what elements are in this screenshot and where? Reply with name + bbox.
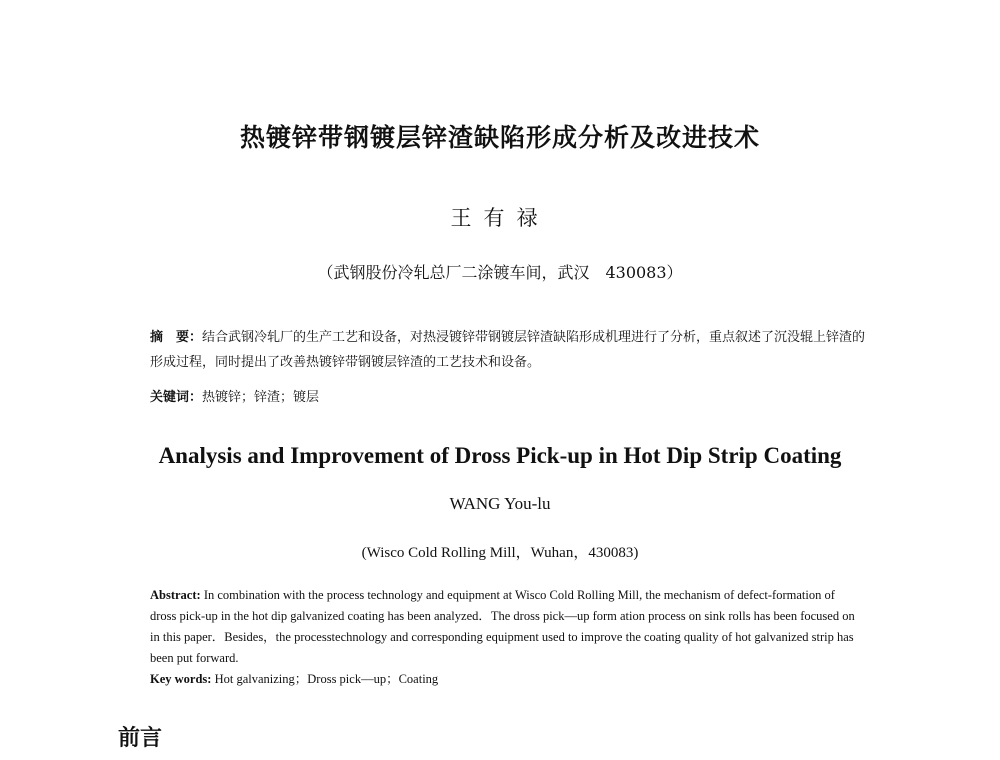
english-title: Analysis and Improvement of Dross Pick-up in Hot Dip Strip Coating — [158, 443, 842, 468]
english-affiliation: (Wisco Cold Rolling Mill，Wuhan，430083) — [361, 545, 639, 561]
chinese-keywords-label: 关键词： — [150, 390, 203, 405]
chinese-affiliation: （武钢股份冷轧总厂二涂镀车间，武汉 430083） — [317, 263, 683, 282]
chinese-abstract-label: 摘 要： — [150, 330, 203, 345]
english-keywords-label: Key words: — [150, 672, 212, 686]
english-author: WANG You-lu — [449, 494, 551, 513]
chinese-title: 热镀锌带钢镀层锌渣缺陷形成分析及改进技术 — [239, 123, 760, 152]
english-abstract — [150, 585, 860, 669]
chinese-keywords-text: 热镀锌；锌渣；镀层 — [202, 390, 320, 405]
section-heading: 前言 — [118, 726, 163, 751]
chinese-abstract — [150, 325, 870, 375]
english-abstract-text: In combination with the process technology and equipment at Wisco Cold Rolling Mill, the mechanism of defect-formation of dross pick-up in the hot dip galvanized coating has been analyzed．The dross pick—up form ation process on sink rolls has been focused on in this paper．Besides，the processtechnology and corresponding equipment used to improve the coating quality of hot galvanized strip has been put forward. — [150, 588, 855, 665]
chinese-abstract-text: 结合武钢冷轧厂的生产工艺和设备，对热浸镀锌带钢镀层锌渣缺陷形成机理进行了分析，重点叙述了沉没辊上锌渣的形成过程，同时提出了改善热镀锌带钢镀层锌渣的工艺技术和设备。 — [150, 330, 866, 370]
english-keywords-text: Hot galvanizing；Dross pick—up；Coating — [211, 672, 439, 686]
english-abstract-label: Abstract: — [150, 588, 201, 602]
chinese-author: 王有禄 — [450, 206, 550, 230]
english-keywords — [150, 669, 860, 687]
chinese-keywords — [150, 386, 870, 405]
